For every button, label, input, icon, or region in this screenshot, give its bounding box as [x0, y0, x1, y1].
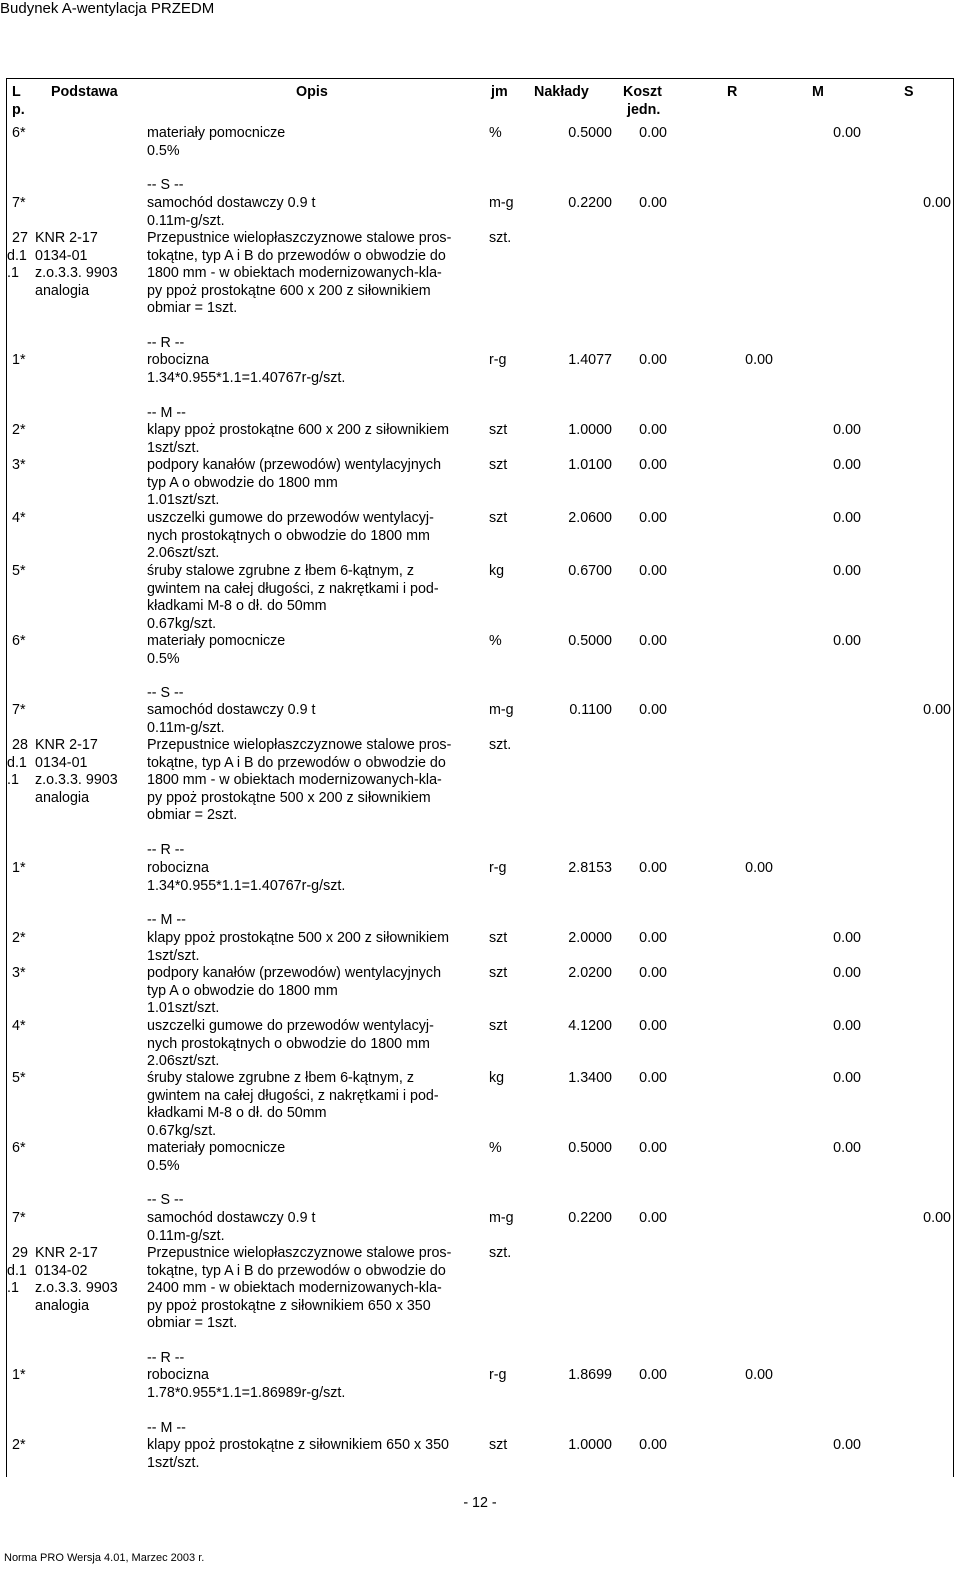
- jm-value: kg: [489, 1070, 505, 1086]
- s-value: 0.00: [923, 702, 951, 718]
- opis-line: 0.11m-g/szt.: [147, 212, 225, 229]
- koszt-value: 0.00: [639, 633, 667, 649]
- section-label: -- M --: [147, 912, 186, 928]
- section-label: -- R --: [147, 1350, 185, 1366]
- opis-line: samochód dostawczy 0.9 t: [147, 195, 316, 211]
- opis-line: obmiar = 1szt.: [147, 1315, 238, 1332]
- position-number: .1: [7, 265, 19, 282]
- position-number: 28: [12, 737, 28, 753]
- jm-value: r-g: [489, 1367, 507, 1383]
- opis-line: robocizna: [147, 1367, 209, 1383]
- opis-line: Przepustnice wielopłaszczyznowe stalowe pros-: [147, 230, 452, 246]
- opis-line: obmiar = 1szt.: [147, 300, 238, 317]
- m-value: 0.00: [833, 965, 861, 981]
- opis-line: 1szt/szt.: [147, 947, 200, 964]
- jm-value: %: [489, 633, 502, 649]
- item-number: 6*: [12, 633, 26, 649]
- opis-line: 0.5%: [147, 650, 180, 667]
- jm-value: szt: [489, 930, 508, 946]
- naklady-value: 0.1100: [569, 702, 612, 718]
- item-number: 7*: [12, 702, 26, 718]
- opis-line: samochód dostawczy 0.9 t: [147, 702, 316, 718]
- opis-line: materiały pomocnicze: [147, 1140, 286, 1156]
- naklady-value: 0.2200: [568, 1210, 612, 1226]
- koszt-value: 0.00: [639, 1070, 667, 1086]
- position-number: 29: [12, 1245, 28, 1261]
- naklady-value: 2.8153: [568, 860, 612, 876]
- m-value: 0.00: [833, 1437, 861, 1453]
- podstawa-line: KNR 2-17: [35, 1245, 98, 1261]
- position-number: .1: [7, 1280, 19, 1297]
- opis-line: 1szt/szt.: [147, 1454, 200, 1471]
- opis-line: śruby stalowe zgrubne z łbem 6-kątnym, z: [147, 563, 414, 579]
- podstawa-line: 0134-01: [35, 754, 88, 771]
- opis-line: 0.5%: [147, 142, 180, 159]
- opis-line: typ A o obwodzie do 1800 mm: [147, 474, 338, 491]
- opis-line: 0.5%: [147, 1157, 180, 1174]
- item-number: 5*: [12, 1070, 26, 1086]
- naklady-value: 2.0000: [568, 930, 612, 946]
- opis-line: typ A o obwodzie do 1800 mm: [147, 982, 338, 999]
- position-number: .1: [7, 772, 19, 789]
- koszt-value: 0.00: [639, 563, 667, 579]
- m-value: 0.00: [833, 1070, 861, 1086]
- m-value: 0.00: [833, 633, 861, 649]
- opis-line: gwintem na całej długości, z nakrętkami i pod-: [147, 1087, 439, 1104]
- podstawa-line: z.o.3.3. 9903: [35, 265, 118, 282]
- item-number: 2*: [12, 1437, 26, 1453]
- koszt-value: 0.00: [639, 702, 667, 718]
- koszt-value: 0.00: [639, 930, 667, 946]
- naklady-value: 0.5000: [568, 1140, 612, 1156]
- opis-line: 1.78*0.955*1.1=1.86989r-g/szt.: [147, 1384, 346, 1401]
- header-m: M: [812, 84, 824, 100]
- header-koszt: Koszt: [623, 84, 662, 100]
- opis-line: 0.67kg/szt.: [147, 615, 217, 632]
- koszt-value: 0.00: [639, 1367, 667, 1383]
- opis-line: samochód dostawczy 0.9 t: [147, 1210, 316, 1226]
- jm-value: r-g: [489, 860, 507, 876]
- naklady-value: 1.0000: [568, 1437, 612, 1453]
- jm-value: m-g: [489, 1210, 514, 1226]
- item-number: 4*: [12, 510, 26, 526]
- opis-line: 1800 mm - w obiektach modernizowanych-kla-: [147, 265, 442, 282]
- m-value: 0.00: [833, 457, 861, 473]
- opis-line: uszczelki gumowe do przewodów wentylacyj-: [147, 1018, 434, 1034]
- item-number: 1*: [12, 1367, 26, 1383]
- opis-line: py ppoż prostokątne 600 x 200 z siłownikiem: [147, 282, 431, 299]
- jm-value: %: [489, 1140, 502, 1156]
- opis-line: 2.06szt/szt.: [147, 1053, 220, 1070]
- position-number: d.1: [7, 247, 27, 264]
- r-value: 0.00: [745, 860, 773, 876]
- opis-line: tokątne, typ A i B do przewodów o obwodzie do: [147, 1262, 446, 1279]
- jm-value: szt: [489, 1437, 508, 1453]
- koszt-value: 0.00: [639, 125, 667, 141]
- page-header-title: Budynek A-wentylacja PRZEDM: [0, 0, 215, 17]
- koszt-value: 0.00: [639, 510, 667, 526]
- jm-value: szt: [489, 457, 508, 473]
- naklady-value: 1.0100: [568, 457, 612, 473]
- m-value: 0.00: [833, 1140, 861, 1156]
- opis-line: nych prostokątnych o obwodzie do 1800 mm: [147, 1035, 430, 1052]
- jm-value: m-g: [489, 195, 514, 211]
- opis-line: podpory kanałów (przewodów) wentylacyjnych: [147, 457, 442, 473]
- header-podstawa: Podstawa: [51, 84, 118, 100]
- koszt-value: 0.00: [639, 860, 667, 876]
- naklady-value: 1.4077: [568, 352, 612, 368]
- s-value: 0.00: [923, 195, 951, 211]
- jm-value: szt: [489, 422, 508, 438]
- position-number: d.1: [7, 754, 27, 771]
- item-number: 1*: [12, 860, 26, 876]
- podstawa-line: KNR 2-17: [35, 737, 98, 753]
- jm-value: m-g: [489, 702, 514, 718]
- opis-line: 2400 mm - w obiektach modernizowanych-kla-: [147, 1280, 442, 1297]
- section-label: -- R --: [147, 842, 185, 858]
- jm-value: szt.: [489, 1245, 512, 1261]
- opis-line: 1.01szt/szt.: [147, 1000, 220, 1017]
- item-number: 5*: [12, 563, 26, 579]
- opis-line: materiały pomocnicze: [147, 125, 286, 141]
- opis-line: klapy ppoż prostokątne z siłownikiem 650 x 350: [147, 1437, 449, 1453]
- section-label: -- R --: [147, 335, 185, 351]
- m-value: 0.00: [833, 563, 861, 579]
- s-value: 0.00: [923, 1210, 951, 1226]
- naklady-value: 1.8699: [568, 1367, 612, 1383]
- cost-table-frame: [6, 78, 954, 1477]
- item-number: 7*: [12, 1210, 26, 1226]
- jm-value: szt: [489, 510, 508, 526]
- opis-line: tokątne, typ A i B do przewodów o obwodzie do: [147, 247, 446, 264]
- header-opis: Opis: [296, 84, 328, 100]
- m-value: 0.00: [833, 930, 861, 946]
- podstawa-line: analogia: [35, 1297, 90, 1314]
- item-number: 4*: [12, 1018, 26, 1034]
- section-label: -- S --: [147, 685, 184, 701]
- koszt-value: 0.00: [639, 195, 667, 211]
- podstawa-line: analogia: [35, 789, 90, 806]
- header-koszt-jedn: jedn.: [627, 102, 661, 118]
- opis-line: robocizna: [147, 860, 209, 876]
- item-number: 6*: [12, 1140, 26, 1156]
- podstawa-line: z.o.3.3. 9903: [35, 772, 118, 789]
- item-number: 6*: [12, 125, 26, 141]
- page-number: - 12 -: [463, 1495, 497, 1511]
- m-value: 0.00: [833, 422, 861, 438]
- position-number: 27: [12, 230, 28, 246]
- section-label: -- M --: [147, 405, 186, 421]
- naklady-value: 1.3400: [568, 1070, 612, 1086]
- naklady-value: 4.1200: [568, 1018, 612, 1034]
- opis-line: 2.06szt/szt.: [147, 545, 220, 562]
- jm-value: r-g: [489, 352, 507, 368]
- opis-line: 1szt/szt.: [147, 439, 200, 456]
- koszt-value: 0.00: [639, 1210, 667, 1226]
- jm-value: %: [489, 125, 502, 141]
- naklady-value: 0.5000: [568, 125, 612, 141]
- opis-line: kładkami M-8 o dł. do 50mm: [147, 598, 327, 615]
- r-value: 0.00: [745, 1367, 773, 1383]
- jm-value: szt.: [489, 737, 512, 753]
- naklady-value: 0.5000: [568, 633, 612, 649]
- opis-line: materiały pomocnicze: [147, 633, 286, 649]
- jm-value: szt: [489, 1018, 508, 1034]
- position-number: d.1: [7, 1262, 27, 1279]
- koszt-value: 0.00: [639, 1437, 667, 1453]
- opis-line: śruby stalowe zgrubne z łbem 6-kątnym, z: [147, 1070, 414, 1086]
- koszt-value: 0.00: [639, 1140, 667, 1156]
- header-lp: L: [12, 84, 21, 100]
- opis-line: klapy ppoż prostokątne 500 x 200 z siłownikiem: [147, 930, 449, 946]
- opis-line: 0.11m-g/szt.: [147, 1227, 225, 1244]
- item-number: 2*: [12, 930, 26, 946]
- naklady-value: 2.0600: [568, 510, 612, 526]
- header-r: R: [727, 84, 738, 100]
- opis-line: obmiar = 2szt.: [147, 807, 238, 824]
- footer-note: Norma PRO Wersja 4.01, Marzec 2003 r.: [4, 1552, 205, 1564]
- jm-value: szt.: [489, 230, 512, 246]
- naklady-value: 1.0000: [568, 422, 612, 438]
- naklady-value: 0.6700: [568, 563, 612, 579]
- header-jm: jm: [491, 84, 508, 100]
- opis-line: klapy ppoż prostokątne 600 x 200 z siłownikiem: [147, 422, 449, 438]
- podstawa-line: 0134-02: [35, 1262, 88, 1279]
- opis-line: 1.34*0.955*1.1=1.40767r-g/szt.: [147, 877, 346, 894]
- jm-value: kg: [489, 563, 505, 579]
- header-s: S: [904, 84, 914, 100]
- item-number: 3*: [12, 965, 26, 981]
- opis-line: gwintem na całej długości, z nakrętkami i pod-: [147, 580, 439, 597]
- opis-line: robocizna: [147, 352, 209, 368]
- opis-line: Przepustnice wielopłaszczyznowe stalowe pros-: [147, 1245, 452, 1261]
- item-number: 3*: [12, 457, 26, 473]
- opis-line: tokątne, typ A i B do przewodów o obwodzie do: [147, 754, 446, 771]
- podstawa-line: KNR 2-17: [35, 230, 98, 246]
- opis-line: kładkami M-8 o dł. do 50mm: [147, 1105, 327, 1122]
- r-value: 0.00: [745, 352, 773, 368]
- opis-line: 0.67kg/szt.: [147, 1122, 217, 1139]
- opis-line: 0.11m-g/szt.: [147, 719, 225, 736]
- item-number: 2*: [12, 422, 26, 438]
- koszt-value: 0.00: [639, 1018, 667, 1034]
- jm-value: szt: [489, 965, 508, 981]
- opis-line: Przepustnice wielopłaszczyznowe stalowe pros-: [147, 737, 452, 753]
- section-label: -- S --: [147, 1192, 184, 1208]
- koszt-value: 0.00: [639, 965, 667, 981]
- m-value: 0.00: [833, 125, 861, 141]
- section-label: -- M --: [147, 1420, 186, 1436]
- opis-line: py ppoż prostokątne 500 x 200 z siłownikiem: [147, 789, 431, 806]
- opis-line: nych prostokątnych o obwodzie do 1800 mm: [147, 527, 430, 544]
- header-lp-2: p.: [12, 102, 25, 118]
- naklady-value: 0.2200: [568, 195, 612, 211]
- koszt-value: 0.00: [639, 352, 667, 368]
- opis-line: 1800 mm - w obiektach modernizowanych-kla-: [147, 772, 442, 789]
- m-value: 0.00: [833, 510, 861, 526]
- item-number: 1*: [12, 352, 26, 368]
- opis-line: podpory kanałów (przewodów) wentylacyjnych: [147, 965, 442, 981]
- podstawa-line: analogia: [35, 282, 90, 299]
- podstawa-line: 0134-01: [35, 247, 88, 264]
- opis-line: uszczelki gumowe do przewodów wentylacyj-: [147, 510, 434, 526]
- opis-line: py ppoż prostokątne z siłownikiem 650 x 350: [147, 1297, 431, 1314]
- koszt-value: 0.00: [639, 422, 667, 438]
- podstawa-line: z.o.3.3. 9903: [35, 1280, 118, 1297]
- m-value: 0.00: [833, 1018, 861, 1034]
- opis-line: 1.01szt/szt.: [147, 492, 220, 509]
- header-naklady: Nakłady: [534, 84, 589, 100]
- item-number: 7*: [12, 195, 26, 211]
- koszt-value: 0.00: [639, 457, 667, 473]
- opis-line: 1.34*0.955*1.1=1.40767r-g/szt.: [147, 369, 346, 386]
- section-label: -- S --: [147, 177, 184, 193]
- naklady-value: 2.0200: [568, 965, 612, 981]
